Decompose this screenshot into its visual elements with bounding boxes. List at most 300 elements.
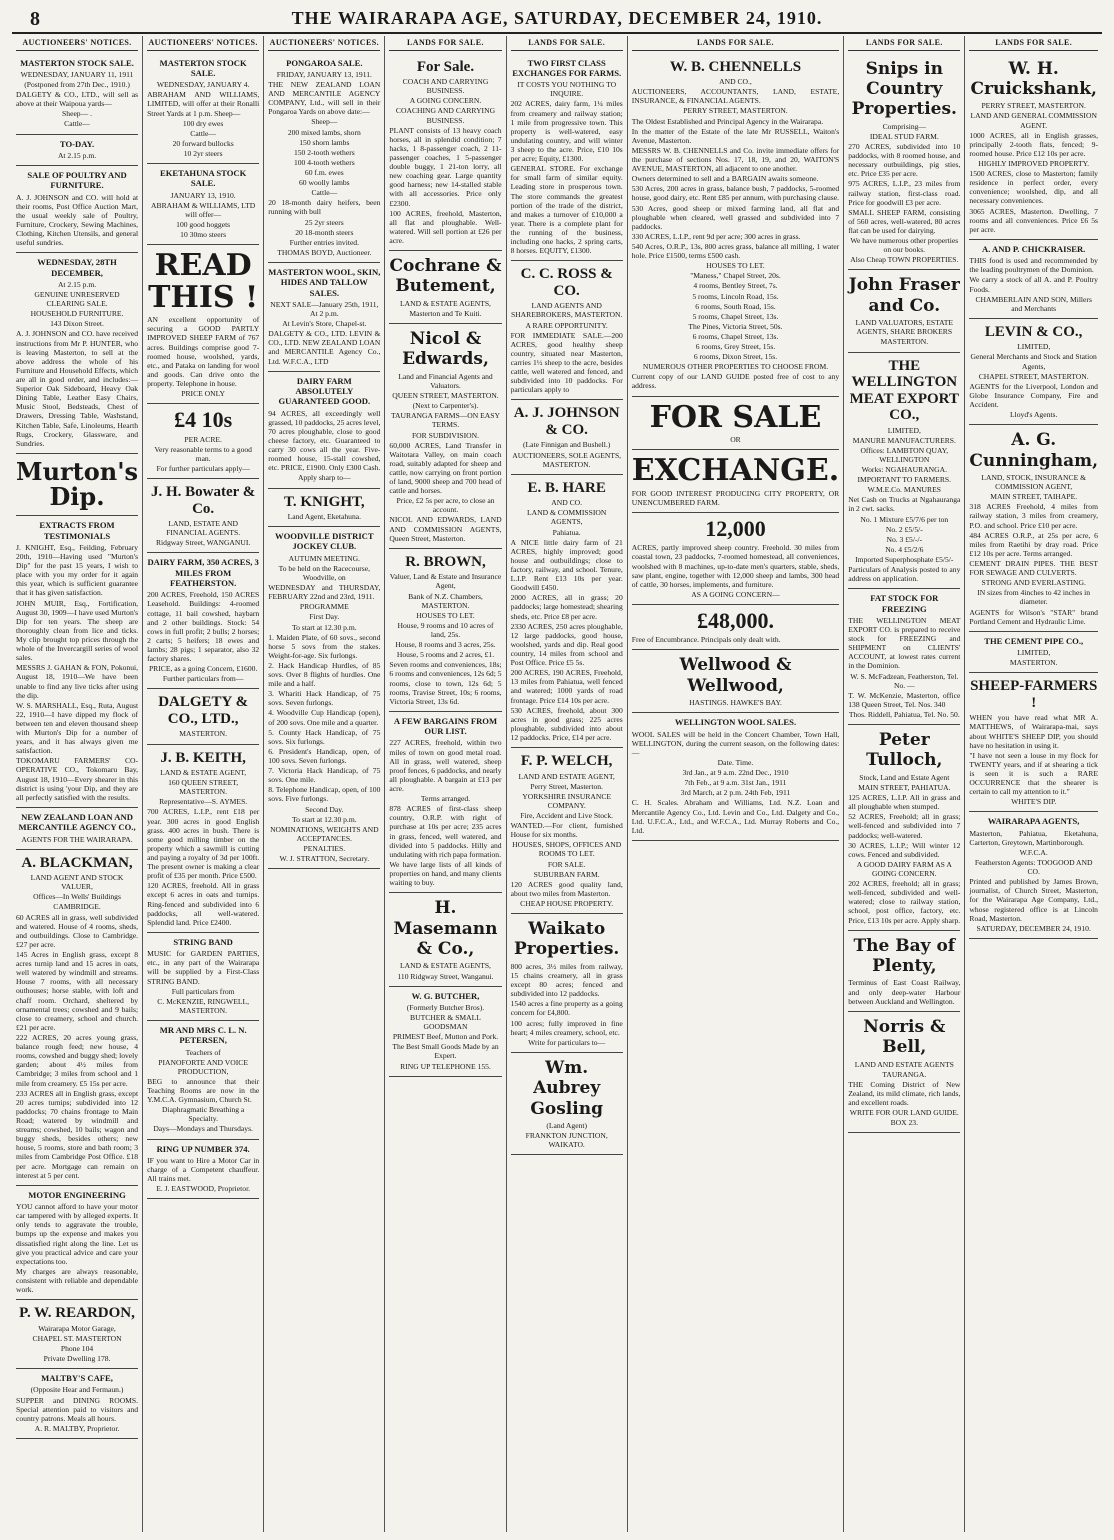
advertisement-text: Price, £2 5s per acre, to close an account. (396, 496, 495, 515)
advertisement-text: DALGETY & CO., LTD. LEVIN & CO., LTD. NEW ZEALAND LOAN and MERCANTILE Agency Co., Ltd. W.F.C.A., LTD (268, 329, 381, 366)
page-number: 8 (30, 8, 40, 30)
advertisement-title: J. B. KEITH, (160, 749, 246, 766)
advertisement-title: FAT STOCK FOR FREEZING (870, 593, 939, 614)
advertisement-text: Lloyd's Agents. (1010, 410, 1058, 420)
advertisement (511, 261, 623, 400)
advertisement-text: SUPPER and DINING ROOMS. Special attention paid to visitors and country patrons. Meals all hours. (16, 1395, 139, 1423)
advertisement-text: 60,000 ACRES, Land Transfer in Waitotara Valley, on main coach road, suitably adapted for sheep and cattle, now carrying on front portion of land, 9000 sheep and 700 head of cattle and horses. (389, 440, 502, 496)
advertisement-text: The Best Small Goods Made by an Expert. (392, 1042, 499, 1061)
advertisement-text: PRICE, as a going Concern, £1600. (148, 664, 258, 674)
advertisement-text: 100 ACRES, freehold, Masterton, all flat and ploughable. Well-watered. Will sell portion at £26 per acre. (389, 208, 502, 245)
advertisement (389, 324, 501, 549)
advertisement-title: WEDNESDAY, 28TH DECEMBER, (37, 257, 117, 278)
advertisement-text: LAND AND ESTATE AGENT, (518, 771, 615, 781)
advertisement-text: LAND AGENTS AND SHAREBROKERS, MASTERTON. (510, 301, 623, 320)
advertisement (632, 397, 839, 451)
advertisement (268, 527, 380, 869)
advertisement-text: 143 Dixon Street. (50, 319, 104, 329)
advertisement-text: JOHN MUIR, Esq., Fortification, August 30, 1909—I have used Murton's Dip for ten years. The sheep are thoroughly clean from lice and ticks. My clip brought top prices through the whole of the Invercargill series of wool sales. (16, 598, 139, 663)
advertisement-text: W. J. STRATTON, Secretary. (279, 854, 370, 864)
advertisement-text: Valuer, Land & Estate and Insurance Agent, (389, 572, 502, 591)
advertisement-text: 25 2yr steers (304, 217, 344, 227)
advertisement-text: The Pines, Victoria Street, 50s. (688, 321, 783, 331)
advertisement-text: Bank of N.Z. Chambers, MASTERTON. (408, 591, 483, 610)
column-header: AUCTIONEERS' NOTICES. (268, 36, 380, 51)
advertisement-text: A RARE OPPORTUNITY. (525, 320, 608, 330)
advertisement-text: AND CO., (719, 77, 752, 87)
advertisement-text: Particulars of Analysis posted to any address on application. (848, 565, 961, 584)
advertisement-title: FOR SALE (649, 399, 822, 435)
advertisement-text: WEDNESDAY, JANUARY 4. (156, 80, 250, 90)
advertisement-text: DALGETY & CO., LTD., will sell as above at their Waipoua yards— (16, 90, 139, 109)
advertisement-text: A. R. MALTBY, Proprietor. (34, 1423, 120, 1433)
advertisement-text: MESSRS J. GAHAN & FON, Pokonui, August 18, 1910—We have been unable to find any live ticks after using the dip. (16, 663, 139, 700)
advertisement (511, 400, 623, 474)
advertisement-title: EXCHANGE. (631, 453, 840, 489)
advertisement-text: 20 forward bullocks (172, 138, 234, 148)
advertisement-text: AS A GOING CONCERN— (691, 589, 780, 599)
advertisement-text: 60 ACRES all in grass, well subdivided and watered. House of 4 rooms, sheds, and outbuildings. Close to Cambridge. £27 per acre. (16, 912, 139, 949)
advertisement-text: 5 rooms, Lincoln Road, 15s. (692, 291, 779, 301)
advertisement-text: W. S. MARSHALL, Esq., Ruta, August 22, 1910—I have dipped my flock of between ten and eleven thousand sheep with Murton's Dip for a number of years, and it has always given me satisfaction. (16, 700, 139, 756)
advertisement-text: 94 ACRES, all exceedingly well grassed, 10 paddocks, 25 acres level, 70 acres ploughable, close to good cheese factory, etc. Guaranteed to carry 30 cows all the year. Five-roomed house, 15-stall cowshed, etc. PRICE, £1900. Only £300 Cash. (268, 408, 381, 473)
advertisement-text: Pahiatua. (552, 527, 581, 537)
advertisement-text: House, 8 rooms and 3 acres, 25s. (395, 640, 496, 650)
advertisement-text: 200 ACRES, 190 ACRES, Freehold, 13 miles from Pahiatua, well fenced and watered; 1000 yards of road frontage. Price £14 10s per acre. (510, 668, 623, 705)
advertisement (16, 454, 138, 516)
advertisement-text: 120 ACRES, freehold. All in grass except 6 acres in oats and turnips. Ring-fenced and subdivided into 6 paddocks, all well-watered. Splendid land. Price £2400. (147, 881, 260, 927)
advertisement (16, 1186, 138, 1300)
advertisement-text: CHAPEL STREET, MASTERTON. (978, 371, 1089, 381)
advertisement-text: HOUSES TO LET. (706, 261, 765, 271)
advertisement-text: 5 rooms, Chapel Street, 13s. (692, 311, 779, 321)
advertisement-text: ABRAHAM & WILLIAMS, LTD will offer— (151, 200, 256, 219)
advertisement-text: HOUSES, SHOPS, OFFICES AND ROOMS TO LET. (512, 840, 622, 859)
advertisement-text: MANURE MANUFACTURERS. (852, 435, 956, 445)
column-header: AUCTIONEERS' NOTICES. (16, 36, 138, 51)
advertisement-text: COACHING AND CARRYING BUSINESS. (395, 106, 496, 125)
advertisement-title: The Bay of Plenty, (853, 935, 956, 977)
advertisement-text: To start at 12.30 p.m. (292, 622, 357, 632)
advertisement-title: NEW ZEALAND LOAN AND MERCANTILE AGENCY CO., (18, 811, 136, 833)
advertisement-text: MASTERTON. (1009, 658, 1058, 668)
advertisement (969, 425, 1098, 632)
advertisement-text: Fire, Accident and Live Stock. (520, 811, 614, 820)
advertisement-text: PROGRAMME (299, 602, 349, 612)
advertisement-text: Offices: LAMBTON QUAY, WELLINGTON (860, 445, 949, 464)
advertisement-text: TAURANGA FARMS—ON EASY TERMS. (391, 411, 500, 430)
advertisement-text: Stock, Land and Estate Agent (859, 772, 950, 782)
advertisement-text: Sheep— . (62, 109, 92, 119)
advertisement-text: 200 mixed lambs, shorn (287, 127, 361, 137)
advertisement-text: For further particulars apply— (156, 463, 250, 473)
advertisement (147, 689, 259, 744)
advertisement-title: C. C. ROSS & CO. (520, 266, 613, 299)
advertisement-title: £48,000. (696, 607, 774, 633)
advertisement-text: PRICE ONLY (181, 389, 226, 399)
advertisement (511, 475, 623, 748)
advertisement-text: ACRES, partly improved sheep country. Freehold. 30 miles from coastal town, 23 paddocks, 7-roomed homestead, all conveniences, woolshed with 8 machines, up-to-date men's quarters, stable, sheds, saw plant, engine, together with 12,000 sheep and lambs, 300 head of cattle, 30 horses, implements, and furniture. (631, 543, 840, 589)
advertisement-text: IDEAL STUD FARM. (869, 131, 939, 141)
advertisement-title: H. Masemann & Co., (393, 898, 498, 959)
advertisement (969, 812, 1098, 939)
advertisement-text: To be held on the Racecourse, Woodville, on (278, 563, 371, 582)
column-5 (507, 36, 628, 1532)
advertisement-text: WHEN you have read what MR A. MATTHEWS, of Wairarapa-mai, says about WHITE'S SHEEP DIP, you should have no hesitation in using it. (969, 713, 1098, 750)
advertisement-text: PER ACRE. (184, 434, 222, 444)
advertisement (969, 240, 1098, 319)
column-7 (844, 36, 965, 1532)
advertisement-text: Masterton and Te Kuiti. (409, 308, 482, 318)
advertisement-text: 120 ACRES good quality land, about two miles from Masterton. (510, 879, 623, 898)
advertisement (147, 479, 259, 553)
advertisement-text: LIMITED, (1017, 342, 1051, 352)
advertisement-text: AUCTIONEERS, SOLE AGENTS, MASTERTON. (512, 450, 622, 469)
advertisement-text: Seven rooms and conveniences, 18s; 6 rooms and conveniences, 12s 6d; 5 rooms, close to town, 12s 6d; 5 rooms, Travise Street, 10s; 6 rooms, Victoria Street, 13s 6d. (389, 660, 502, 706)
advertisement (632, 713, 839, 841)
advertisement-title: Waikato Properties. (513, 919, 620, 960)
advertisement-text: W.M.E.Co. MANURES (867, 485, 941, 495)
advertisement-text: We have large lists of all kinds of properties on hand, and many clients waiting to buy. (389, 859, 502, 888)
advertisement-title: DAIRY FARM, 350 ACRES, 3 MILES FROM FEATHERSTON. (147, 557, 259, 589)
advertisement-text: Diaphragmatic Breathing a Specialty. (162, 1105, 245, 1124)
advertisement-text: Current copy of our LAND GUIDE posted free of cost to any address. (631, 372, 840, 391)
advertisement-text: 2000 ACRES, all in grass; 20 paddocks; large homestead; shearing sheds, etc. Price £8 per acre. (510, 593, 623, 621)
advertisement-text: Private Dwelling 178. (43, 1354, 111, 1363)
column-2 (143, 36, 264, 1532)
advertisement-text: WHITE'S DIP. (1011, 797, 1057, 807)
advertisement (848, 353, 960, 590)
advertisement-text: Net Cash on Trucks at Ngahauranga in 2 cwt. sacks. (848, 495, 961, 514)
advertisement-text: Terminus of East Coast Railway, and only deep-water Harbour between Auckland and Wellington. (848, 978, 961, 1006)
advertisement-title: Nicol & Edwards, (402, 329, 489, 370)
advertisement-text: Full particulars from (171, 986, 235, 996)
advertisement-text: LAND VALUATORS, ESTATE AGENTS, SHARE BROKERS (855, 318, 954, 337)
advertisement-text: 1. Maiden Plate, of 60 sovs., second horse 5 sovs from the stakes. Weight-for-age. Six furlongs. (268, 632, 381, 660)
advertisement-text: "I have not seen a louse in my flock for TWENTY years, and if at shearing a tick is seen it is such a RARE OCCURRENCE that the shearer is certain to call my attention to it." (969, 750, 1098, 797)
advertisement-title: MASTERTON STOCK SALE. (20, 57, 134, 68)
advertisement-text: Offices—In Wells' Buildings (33, 892, 121, 902)
advertisement (511, 914, 623, 1053)
advertisement-title: W. B. CHENNELLS (669, 58, 802, 75)
advertisement (147, 745, 259, 933)
advertisement-text: GENUINE UNRESERVED CLEARING SALE. (34, 290, 120, 309)
advertisement (268, 489, 380, 528)
advertisement-text: 100 good hoggets (176, 220, 231, 230)
advertisement-text: (Late Finnigan and Bushell.) (523, 440, 611, 450)
advertisement-text: 52 ACRES, Freehold; all in grass; well-fenced and subdivided into 7 paddocks; well-watered. (848, 812, 961, 840)
advertisement-title: MR AND MRS C. L. N. PETERSEN, (159, 1024, 247, 1046)
advertisement-text: ABRAHAM AND WILLIAMS, LIMITED, will offer at their Ronalli Street Yards at 1 p.m. Sheep— (147, 90, 260, 118)
advertisement (848, 931, 960, 1012)
advertisement (268, 372, 380, 489)
advertisement-text: C. H. Scales. Abraham and Williams, Ltd. N.Z. Loan and Mercantile Agency Co., Ltd. Levin and Co., Ltd. Dalgety and Co., Ltd. U.F.C.A., Ltd., and W.F.C.A., Ltd. Murray Roberts and Co., Ltd. (631, 798, 840, 835)
advertisement-text: Further entries invited. (289, 237, 360, 247)
advertisement-text: 530 ACRES, freehold, about 300 acres in good grass; 225 acres ploughable, subdivided into about 12 paddocks. Price, £14 per acre. (510, 705, 623, 742)
advertisement-text: First Day. (309, 612, 340, 622)
advertisement (511, 1053, 623, 1156)
advertisement-text: My charges are always reasonable, consistent with reliable and dependable work. (16, 1266, 139, 1295)
advertisement (16, 54, 138, 135)
advertisement-text: WRITE FOR OUR LAND GUIDE. (849, 1108, 959, 1118)
advertisement-text: Very reasonable terms to a good man. (154, 444, 252, 463)
advertisement-text: At 2.15 p.m. (57, 150, 97, 160)
advertisement-text: MESSRS W. B. CHENNELLS and Co. invite immediate offers for the purchase of sections Nos. 17, 18, 19, and 20, WAITON'S AVENUE, MASTERTON, all adjacent to one another. (631, 145, 840, 174)
advertisement-text: BOX 23. (890, 1118, 919, 1128)
advertisement-text: Comprising— (882, 121, 927, 131)
advertisement-title: MASTERTON WOOL, SKIN, HIDES AND TALLOW SALES. (268, 266, 381, 298)
advertisement (147, 933, 259, 1021)
advertisement-text: A GOOD DAIRY FARM AS A GOING CONCERN. (856, 859, 952, 878)
advertisement-text: 10 30mo steers (180, 230, 227, 240)
advertisement-title: WAIRARAPA AGENTS, (987, 816, 1080, 827)
advertisement-text: AND CO. (551, 498, 583, 508)
advertisement-text: CAMBRIDGE. (53, 902, 101, 912)
advertisement-text: PERRY STREET, MASTERTON. (981, 101, 1086, 111)
advertisement-text: 100 acres; fully improved in fine heart; 4 miles creamery, school, etc. (510, 1018, 623, 1037)
advertisement (848, 270, 960, 352)
advertisement-text: FOR SUBDIVISION. (411, 430, 480, 440)
advertisement-text: 200 ACRES, Freehold, 150 ACRES Leasehold. Buildings: 4-roomed cottage, 11 bail cowshed, haybarn and 2 other buildings. Stock: 54 cows in full profit; 2 bulls; 2 horses; 2 carts; 5 heifers; 18 ewes and lambs; 28 pigs; 1 separator, also 32 factory shares. (147, 590, 260, 664)
advertisement-text: 4 rooms, Bentley Street, 7s. (693, 281, 778, 291)
advertisement-title: 12,000 (705, 515, 766, 541)
advertisement-text: GENERAL STORE. For exchange for small farm of similar equity. Leading store in prosperous town. The store commands the greatest portion of the trade of the district, and makes a turnover of £10,000 a year. There is a complete plant for the running of the business, including one hacks, 2 spring carts, 8 horses. EQUITY, £1300. (510, 164, 623, 256)
advertisement-text: SATURDAY, DECEMBER 24, 1910. (976, 923, 1091, 933)
advertisement (848, 725, 960, 931)
advertisement-text: House, 9 rooms and 10 acres of land, 25s. (397, 620, 494, 639)
advertisement-text: The Oldest Established and Principal Agency in the Wairarapa. (631, 116, 824, 126)
advertisement (16, 1369, 138, 1439)
advertisement-text: Wairarapa Motor Garage, (38, 1323, 116, 1333)
advertisement (389, 987, 501, 1077)
advertisement-title: THE CEMENT PIPE CO., (984, 635, 1084, 646)
advertisement (511, 54, 623, 262)
advertisement-text: 60 woolly lambs (299, 178, 350, 188)
advertisement-text: 227 ACRES, freehold, within two miles of town on good metal road. All in grass, well watered, sheep proof fences, 6 paddocks, and nearly all ploughable. A bargain at £13 per acre. (389, 738, 502, 794)
advertisement (147, 1140, 259, 1200)
advertisement (389, 712, 501, 893)
advertisement-text: 975 ACRES, L.I.P., 23 miles from railway station, first-class road. Price for goodwill £3 per acre. (848, 179, 961, 207)
advertisement (16, 850, 138, 1186)
advertisement-text: 878 ACRES of first-class sheep country, O.R.P. with right of purchase at 10s per acre; 235 acres in grass, fenced, well watered, and divided into 5 paddocks. Hilly and undulating with rich papa formation. (389, 804, 502, 859)
advertisement-text: LAND & COMMISSION AGENTS, (527, 508, 607, 527)
advertisement-text: COACH AND CARRYING BUSINESS. (402, 77, 489, 96)
advertisement-text: LAND & ESTATE AGENTS, (400, 298, 491, 308)
advertisement-text: 202 ACRES, dairy farm, 1¼ miles from creamery and railway station; 1 mile from progressive town. This property is well-watered, easy undulating country, and will winter 3 sheep to the acre. Price, £10 10s per acre; Equity, £1300. (510, 99, 623, 164)
advertisement-text: (Opposite Hear and Fermaun.) (30, 1385, 124, 1395)
advertisement-text: 3rd Jan., at 9 a.m. 22nd Dec., 1910 (682, 768, 789, 778)
advertisement-text: 7th Feb., at 9 a.m. 31st Jan., 1911 (684, 778, 787, 788)
column-header: LANDS FOR SALE. (848, 36, 960, 51)
advertisement-text: Perry Street, Masterton. (530, 781, 603, 791)
advertisement-text: IT COSTS YOU NOTHING TO INQUIRE. (517, 80, 617, 99)
advertisement-text: (Formerly Butcher Bros). (406, 1002, 485, 1012)
advertisement-text: A. J. JOHNSON and CO. will hold at their rooms, Post Office Auction Mart, the usual weekly sale of Poultry, Furniture, Crockery, Sewing Machines, Clothing, Kitchen Utensils, and general useful sundries. (16, 192, 139, 248)
advertisement-text: AUTUMN MEETING. (288, 553, 360, 563)
advertisement-text: Also Cheap TOWN PROPERTIES. (850, 255, 959, 265)
advertisement-title: TWO FIRST CLASS EXCHANGES FOR FARMS. (512, 57, 622, 78)
advertisement-text: FOR IMMEDIATE SALE.—200 ACRES, good healthy sheep country, situated near Masterton, carries 1½ sheep to the acre, besides cattle, well watered and fenced, and subdivided into 10 paddocks. For particulars apply to (510, 330, 623, 395)
column-header: LANDS FOR SALE. (969, 36, 1098, 51)
advertisement-text: WANTED.—For client, furnished House for six months. (510, 821, 623, 840)
column-header: LANDS FOR SALE. (632, 36, 839, 51)
advertisement-text: Days—Mondays and Thursdays. (153, 1124, 253, 1134)
advertisement-text: Further particulars from— (162, 674, 244, 684)
advertisement-text: 20 18-month steers (295, 227, 354, 237)
advertisement-title: W. G. BUTCHER, (411, 990, 480, 1001)
advertisement-text: YORKSHIRE INSURANCE COMPANY. (522, 791, 612, 810)
advertisement-text: 110 Ridgway Street, Wanganui. (397, 971, 494, 981)
advertisement-text: NEXT SALE—January 25th, 1911, At 2 p.m. (270, 299, 379, 319)
advertisement (147, 245, 259, 404)
advertisement-text: A. J. JOHNSON and CO. have received instructions from Mr P. HUNTER, who is leaving Masterton, to sell at the above address the whole of his Furniture and Household Effects, which are all in good order, and includes:—Superior Oak Sideboard, Heavy Oak Dining Table, Leather Easy Chairs, Music Stool, Bedsteads, Chest of Drawers, Dressing Table, Washstand, Kitchen Table, Safe, Linoleums, Hearth Rugs, Crockery, Glassware, and Sundries. (16, 329, 139, 448)
advertisement-text: 20 18-month dairy heifers, been running with bull (268, 198, 381, 217)
advertisement-title: Wellwood & Wellwood, (679, 655, 792, 696)
advertisement-text: MAIN STREET, TAIHAPE. (990, 492, 1078, 502)
column-3 (264, 36, 385, 1532)
advertisement-text: 2. Hack Handicap Hurdles, of 85 sovs. Over 8 flights of hurdles. One mile and a half. (268, 660, 381, 689)
advertisement-title: A. J. JOHNSON & CO. (513, 405, 620, 438)
advertisement-text: Phone 104 (60, 1343, 94, 1353)
advertisement-text: PLANT consists of 13 heavy coach horses, all in splendid condition; 7 hacks, 1 8-passenger coach, 2 11-passenger coaches, 1 5-passenger double buggy, 1 21-ton lorry, all new coaching gear. Large quantity good harness; new 14-stalled stable with all accessories. Price only £2300. (389, 125, 502, 208)
advertisement-title: A FEW BARGAINS FROM OUR LIST. (393, 715, 498, 737)
advertisement-text: Cattle— (64, 119, 90, 129)
advertisement-title: MOTOR ENGINEERING (28, 1189, 126, 1200)
advertisement (16, 1300, 138, 1369)
advertisement-text: CHAMBERLAIN AND SON, Millers and Merchants (975, 294, 1092, 313)
advertisement-title: £4 10s (174, 407, 233, 433)
advertisement-text: MAIN STREET, PAHIATUA. (858, 782, 951, 792)
advertisement-text: Date. Time. (717, 758, 754, 767)
advertisement-title: STRING BAND (173, 936, 233, 947)
advertisement-title: EXTRACTS FROM TESTIMONIALS (39, 520, 115, 541)
advertisement-text: NICOL AND EDWARDS, LAND AND COMMISSION AGENTS, Queen Street, Masterton. (389, 515, 502, 543)
advertisement (147, 164, 259, 245)
advertisement-title: WELLINGTON WOOL SALES. (674, 717, 797, 728)
advertisement-title: TO-DAY. (59, 138, 95, 149)
advertisement-text: 7. Victoria Hack Handicap, of 75 sovs. One mile. (268, 766, 381, 785)
advertisement-title: Snips in Country Properties. (851, 58, 957, 120)
advertisement-text: A NICE little dairy farm of 21 ACRES, highly improved; good house and outbuildings; close to factory, railway, and school. Tenure, L.I.P. Rent £13 10s per year. Goodwill £450. (510, 537, 623, 593)
advertisement-text: 1540 acres a fine property as a going concern for £4,800. (510, 999, 623, 1018)
advertisement-text: IN sizes from 4inches to 42 inches in diameter. (977, 588, 1091, 607)
advertisement (16, 166, 138, 253)
advertisement-title: EKETAHUNA STOCK SALE. (159, 168, 247, 189)
advertisement-text: 145 Acres in English grass, except 8 acres turnip land and 15 acres in oats, well watered by windmill and streams. House 7 rooms, with all necessary outhouses; horse stable, with loft and chaff room. Orchard, sheltered by ornamental trees; cowshed and 9 bails; close to creamery, school and church. £21 per acre. (16, 950, 139, 1032)
advertisement-text: LIMITED, (1017, 648, 1051, 658)
advertisement-title: Norris & Bell, (863, 1016, 946, 1058)
advertisement-text: Free of Encumbrance. Principals only dealt with. (631, 635, 781, 645)
column-header: LANDS FOR SALE. (389, 36, 501, 51)
advertisement-text: PIANOFORTE AND VOICE PRODUCTION, (158, 1057, 248, 1076)
advertisement (389, 549, 501, 712)
advertisement-text: No. 4 £5/2/6 (885, 544, 924, 554)
advertisement-text: THOMAS BOYD, Auctioneer. (277, 247, 372, 257)
advertisement-title: R. BROWN, (405, 553, 486, 570)
advertisement-text: BUTCHER & SMALL GOODSMAN (410, 1013, 481, 1032)
advertisement-text: Representative—S. AYMES. (159, 797, 248, 807)
advertisement-text: FOR SALE. (547, 859, 586, 869)
advertisement-title: MASTERTON STOCK SALE. (159, 57, 247, 78)
advertisement-text: 150 2-tooth wethers (293, 147, 355, 157)
masthead (12, 6, 1102, 34)
column-6 (628, 36, 844, 1532)
advertisement-title: Cochrane & Butement, (389, 256, 502, 297)
advertisement (147, 1021, 259, 1140)
advertisement-text: 700 ACRES, L.I.P., rent £18 per year. 300 acres in good English grass. 400 acres in bush. There is some good milling timber on the property which a sawmill is cutting and paying a royalty of 3d per 100ft. The present owner is making a clear profit of £35 per month. Price £500. (147, 807, 260, 881)
advertisement-text: PENALTIES. (303, 844, 346, 854)
column-header: AUCTIONEERS' NOTICES. (147, 36, 259, 51)
advertisement-text: 530 Acres, good sheep or mixed farming land, all flat and ploughable when cleared, well grassed and subdivided into 7 paddocks. (631, 203, 840, 231)
advertisement-text: 125 ACRES, L.I.P. All in grass and all ploughable when stumped. (848, 793, 961, 812)
advertisement-text: General Merchants and Stock and Station Agents, (970, 352, 1097, 371)
advertisement (147, 553, 259, 689)
advertisement (632, 605, 839, 651)
advertisement (389, 251, 501, 324)
advertisement-text: PRIMEST Beef, Mutton and Pork. (392, 1032, 499, 1042)
advertisement-text: Works: NGAHAURANGA. (861, 464, 948, 474)
column-header: LANDS FOR SALE. (511, 36, 623, 51)
advertisement-text: 30 ACRES, L.I.P.; Will winter 12 cows. Fenced and subdivided. (848, 840, 961, 859)
advertisement-title: P. W. REARDON, (19, 1305, 135, 1322)
advertisement-title: SALE OF POULTRY AND FURNITURE. (27, 169, 127, 191)
advertisement-text: 270 ACRES, subdivided into 10 paddocks, with 8 roomed house, and necessary outbuildings, pig sties, etc. Price £35 per acre. (848, 141, 961, 179)
advertisement-text: AGENTS FOR THE WAIRARAPA. (21, 834, 133, 844)
advertisement-text: SMALL SHEEP FARM, consisting of 560 acres, well-watered, 80 acres flat can be used for dairying. (848, 207, 961, 235)
advertisement (511, 748, 623, 914)
advertisement-text: HOUSEHOLD FURNITURE. (30, 309, 124, 319)
advertisement-text: C. McKENZIE, RINGWELL, MASTERTON. (157, 996, 250, 1015)
advertisement-text: HASTINGS. HAWKE'S BAY. (689, 698, 782, 708)
advertisement-text: W. S. McFadzean, Featherston, Tel. No. — (850, 671, 959, 690)
advertisement-text: Thos. Riddell, Pahiatua, Tel. No. 50. (848, 709, 960, 719)
advertisement-text: THE NEW ZEALAND LOAN AND MERCANTILE AGENCY COMPANY, Ltd., will sell in their Pongaroa Yards on above date:— (268, 80, 381, 117)
advertisement (632, 650, 839, 713)
newspaper-title: THE WAIRARAPA AGE, SATURDAY, DECEMBER 24, 1910. (291, 8, 823, 28)
advertisement-text: Imported Superphosphate £5/5/- (855, 554, 954, 564)
advertisement-text: HIGHLY IMPROVED PROPERTY. (978, 159, 1090, 169)
advertisement-text: 6 rooms, Chapel Street, 13s. (692, 331, 779, 341)
advertisement (268, 263, 380, 372)
advertisement-title: Peter Tulloch, (866, 730, 943, 771)
advertisement-text: FOR GOOD INTEREST PRODUCING CITY PROPERTY, OR UNENCUMBERED FARM. (631, 488, 840, 507)
advertisement (969, 673, 1098, 812)
advertisement-title: W. H. Cruickshank, (970, 58, 1097, 99)
advertisement-title: A. BLACKMAN, (21, 854, 133, 871)
advertisement-text: 4. Woodville Cup Handicap (open), of 200 sovs. One mile and a quarter. (268, 708, 381, 727)
advertisement-text: Terms arranged. (420, 794, 471, 804)
advertisement-text: 3065 ACRES, Masterton. Dwelling, 7 rooms and all conveniences. Price £6 5s per acre. (969, 206, 1098, 234)
advertisement-title: PONGAROA SALE. (286, 57, 363, 68)
advertisement-text: AGENTS for Wilson's "STAR" brand Portland Cement and Hydraulic Lime. (969, 607, 1098, 626)
advertisement-title: F. P. WELCH, (520, 753, 613, 770)
advertisement-text: MASTERTON. (880, 337, 929, 347)
column-4 (385, 36, 506, 1532)
advertisement-text: 233 ACRES all in English grass, except 20 acres turnips; subdivided into 12 paddocks; 70 chains frontage to Main Road; watered by windmill and streams; cowshed, 10 bails; wagon and buggy sheds, besides others; new house, 5 rooms, store and bath room; 3 miles from Cambridge Post Office. £18 per acre. Mortgage can remain on interest at 5 per cent. (16, 1088, 139, 1180)
advertisement (268, 54, 380, 263)
advertisement-text: Land Agent, Eketahuna. (287, 512, 362, 521)
column-1 (12, 36, 143, 1532)
advertisement (848, 1012, 960, 1134)
advertisement-text: J. KNIGHT, Esq., Feilding, February 20th, 1910—Having used "Murton's Dip" for the past 15 years, I wish to place with you my order for it again this year, which is sufficient guarantee that it has given satisfaction. (16, 542, 139, 598)
advertisement-text: RING UP TELEPHONE 155. (400, 1061, 491, 1071)
advertisement-title: J. H. Bowater & Co. (151, 484, 256, 517)
advertisement-text: 1500 ACRES, close to Masterton; family residence in perfect order, every convenience; woolshed, dip, and all necessary conveniences. (969, 169, 1098, 206)
advertisement-text: LAND AND ESTATE AGENTS (854, 1059, 954, 1069)
advertisement-text: We carry a stock of all A. and P. Poultry Foods. (969, 275, 1098, 294)
advertisement-text: THIS food is used and recommended by the leading poultrymen of the Dominion. (969, 256, 1098, 275)
advertisement-text: Ridgway Street, WANGANUI. (155, 538, 251, 548)
